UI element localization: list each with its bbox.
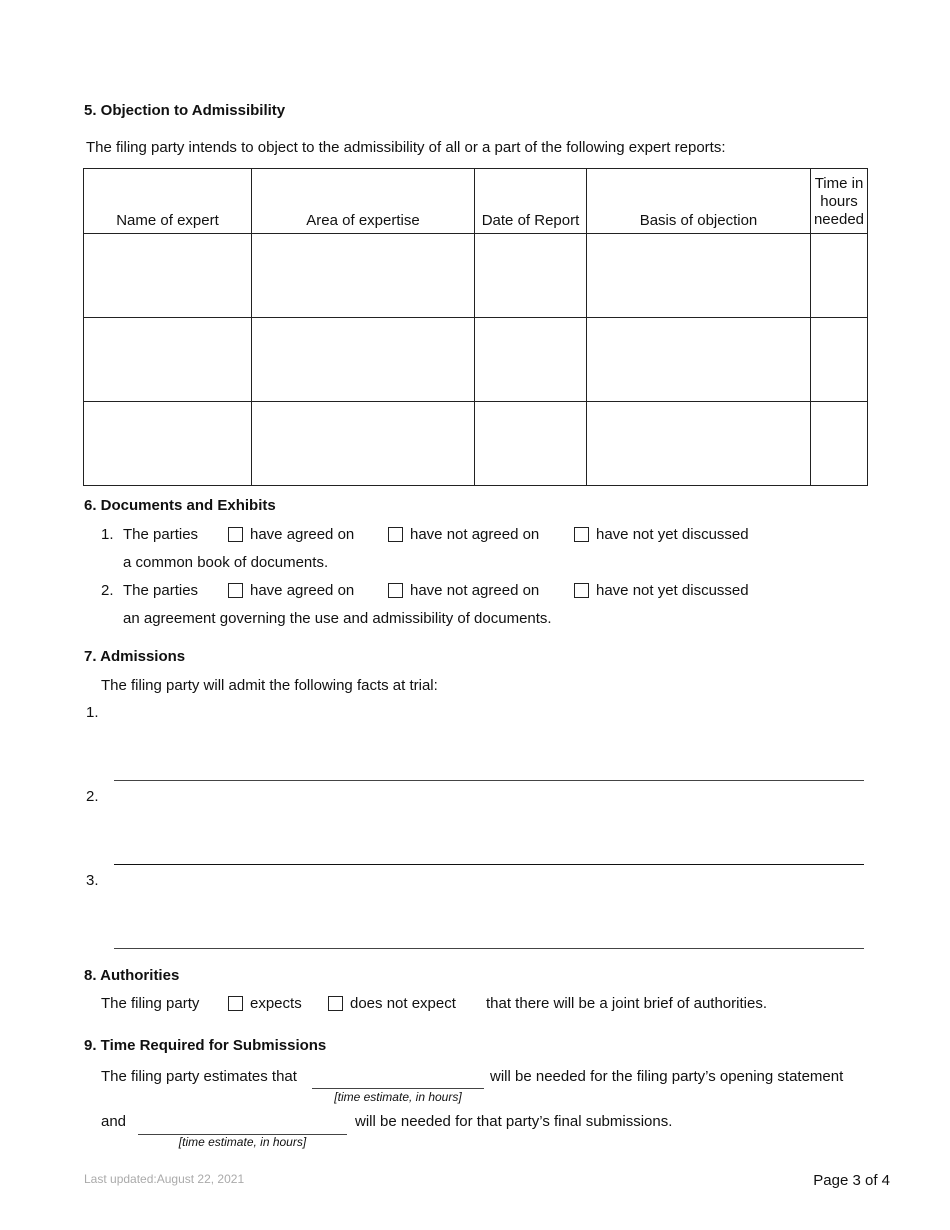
authorities-expects-label: expects (250, 995, 302, 1012)
table-cell[interactable] (811, 318, 868, 402)
section-6-heading: 6. Documents and Exhibits (84, 497, 276, 514)
fact-1-input-line[interactable] (114, 780, 864, 781)
table-cell[interactable] (811, 234, 868, 318)
table-cell[interactable] (84, 402, 252, 486)
fact-2-number: 2. (86, 788, 99, 805)
final-time-hint: [time estimate, in hours] (178, 1135, 307, 1149)
doc-item-1-continuation: a common book of documents. (123, 554, 329, 571)
table-row (84, 234, 868, 318)
time-line1-prefix: The filing party estimates that (101, 1068, 297, 1085)
table-cell[interactable] (587, 402, 811, 486)
fact-2-input-line[interactable] (114, 864, 864, 865)
col-header-area: Area of expertise (252, 169, 475, 234)
doc-item-2-agreed-checkbox[interactable] (228, 583, 243, 598)
authorities-prefix: The filing party (101, 995, 200, 1012)
doc-item-2-prefix: The parties (123, 582, 199, 599)
page-number: Page 3 of 4 (813, 1172, 890, 1189)
col-header-time: Time in hours needed (811, 169, 868, 234)
table-row (84, 318, 868, 402)
doc-item-1-agreed-label: have agreed on (250, 526, 355, 543)
section-7-heading: 7. Admissions (84, 648, 186, 665)
authorities-suffix: that there will be a joint brief of authorities. (486, 995, 767, 1012)
doc-item-1-agreed-checkbox[interactable] (228, 527, 243, 542)
doc-item-1-not-agreed-label: have not agreed on (410, 526, 540, 543)
section-7-intro: The filing party will admit the following facts at trial: (101, 677, 438, 694)
fact-3-input-line[interactable] (114, 948, 864, 949)
table-cell[interactable] (252, 318, 475, 402)
fact-1-number: 1. (86, 704, 99, 721)
table-cell[interactable] (84, 234, 252, 318)
section-5-intro: The filing party intends to object to the admissibility of all or a part of the following expert reports: (86, 139, 726, 156)
section-5-heading: 5. Objection to Admissibility (84, 102, 286, 119)
table-header-row (84, 169, 868, 234)
doc-item-1-not-discussed-label: have not yet discussed (596, 526, 749, 543)
doc-item-2-not-agreed-label: have not agreed on (410, 582, 540, 599)
opening-time-hint: [time estimate, in hours] (334, 1090, 462, 1104)
section-9-heading: 9. Time Required for Submissions (84, 1037, 327, 1054)
doc-item-2-agreed-label: have agreed on (250, 582, 355, 599)
table-cell[interactable] (475, 402, 587, 486)
authorities-expects-checkbox[interactable] (228, 996, 243, 1011)
doc-item-1-not-discussed-checkbox[interactable] (574, 527, 589, 542)
authorities-not-expect-checkbox[interactable] (328, 996, 343, 1011)
doc-item-1-prefix: The parties (123, 526, 199, 543)
authorities-not-expect-label: does not expect (350, 995, 456, 1012)
fact-3-number: 3. (86, 872, 99, 889)
table-cell[interactable] (587, 318, 811, 402)
table-cell[interactable] (587, 234, 811, 318)
expert-objection-table (83, 168, 868, 486)
doc-item-2-continuation: an agreement governing the use and admissibility of documents. (123, 610, 552, 627)
doc-item-2-not-discussed-label: have not yet discussed (596, 582, 749, 599)
col-header-basis: Basis of objection (587, 169, 811, 234)
table-cell[interactable] (84, 318, 252, 402)
last-updated: Last updated:August 22, 2021 (84, 1172, 245, 1186)
table-cell[interactable] (811, 402, 868, 486)
section-8-heading: 8. Authorities (84, 967, 180, 984)
table-row (84, 402, 868, 486)
time-line2-suffix: will be needed for that party’s final submissions. (355, 1113, 673, 1130)
table-cell[interactable] (475, 234, 587, 318)
doc-item-2-number: 2. (101, 582, 114, 599)
table-cell[interactable] (252, 402, 475, 486)
doc-item-1-number: 1. (101, 526, 114, 543)
col-header-name: Name of expert (84, 169, 252, 234)
table-cell[interactable] (475, 318, 587, 402)
doc-item-1-not-agreed-checkbox[interactable] (388, 527, 403, 542)
time-line2-prefix: and (101, 1113, 127, 1130)
table-cell[interactable] (252, 234, 475, 318)
doc-item-2-not-discussed-checkbox[interactable] (574, 583, 589, 598)
opening-time-input-line[interactable] (312, 1088, 484, 1089)
time-line1-suffix: will be needed for the filing party’s opening statement (490, 1068, 844, 1085)
col-header-date: Date of Report (475, 169, 587, 234)
doc-item-2-not-agreed-checkbox[interactable] (388, 583, 403, 598)
